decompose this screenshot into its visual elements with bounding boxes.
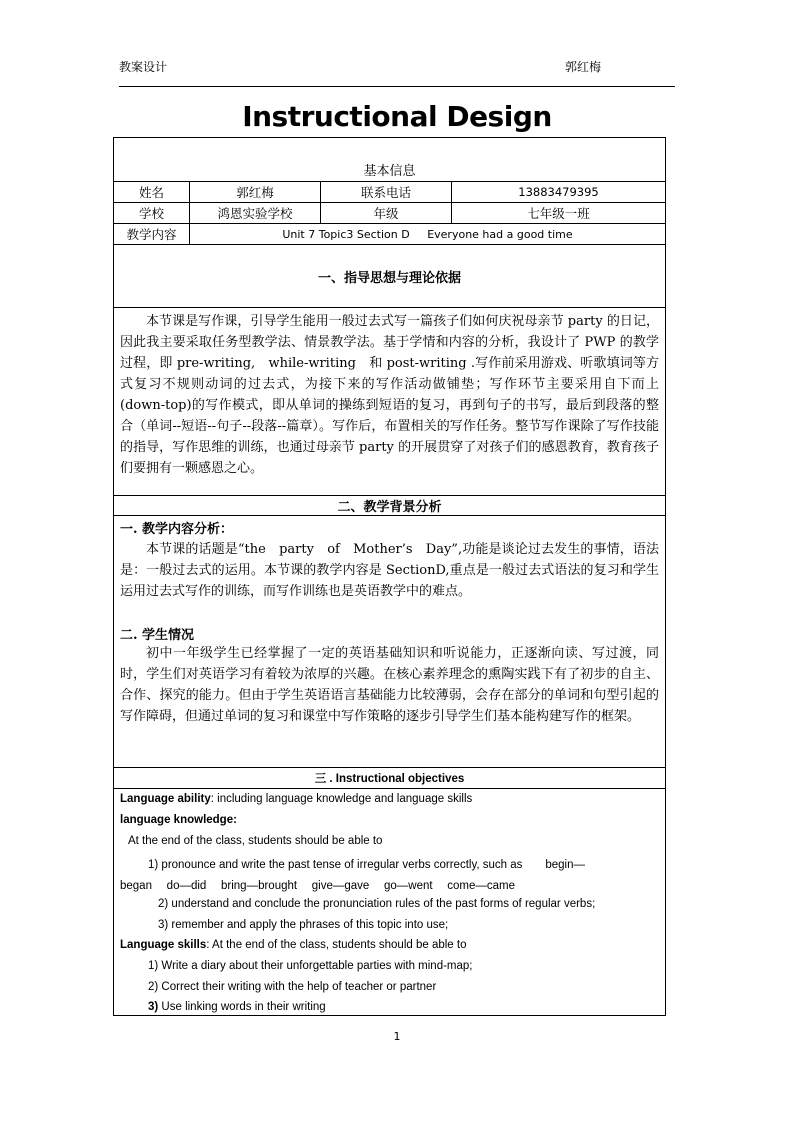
basic-info-heading: 基本信息 — [363, 164, 416, 179]
name-label: 姓名 — [114, 182, 190, 202]
skill-item-1: 1) Write a diary about their unforgettable parties with mind-map; — [148, 960, 473, 972]
header-left-label: 教案设计 — [119, 60, 168, 74]
objectives-intro: At the end of the class, students should be able to — [128, 835, 383, 847]
knowledge-item-1-examples: began do—did bring—brought give—gave go—went come—came — [120, 880, 516, 892]
phone-value: 13883479395 — [518, 185, 599, 199]
lesson-plan-table — [113, 137, 666, 1016]
page-title: Instructional Design — [242, 100, 552, 133]
language-ability-text: : including language knowledge and language skills — [210, 793, 473, 805]
language-skills-label: Language skills — [120, 939, 207, 951]
skill-item-3-text: Use linking words in their writing — [158, 1001, 326, 1013]
page-number: 1 — [393, 1030, 401, 1043]
student-situation-text: 初中一年级学生已经掌握了一定的英语基础知识和听说能力，正逐渐向读、写过渡，同时，学生们对英语学习有着较为浓厚的兴趣。在核心素养理念的熏陶实践下有了初步的自主、合作、探究的能力。但由于学生英语语言基础能力比较薄弱，会存在部分的单词和句型引起的写作障碍，但通过单词的复习和课堂中写作策略的逐步引导学生们基本能构建写作的框架。 — [120, 646, 659, 724]
section3-body — [114, 789, 665, 1015]
teaching-content-text: 本节课的话题是“the party of Mother’s Day”,功能是谈论过去发生的事情，语法是：一般过去式的运用。本节课的教学内容是 SectionD,重点是一般过去式语法的复习和学生运用过去式写作的训练，而写作训练也是英语教学中的难点。 — [120, 542, 659, 599]
header-author: 郭红梅 — [565, 60, 602, 74]
language-skills-text: : At the end of the class, students should be able to — [206, 939, 467, 951]
section1-body — [114, 308, 665, 496]
name-value: 郭红梅 — [190, 182, 321, 202]
grade-label: 年级 — [321, 203, 452, 223]
section1-heading: 一、指导思想与理论依据 — [114, 245, 665, 308]
grade-value: 七年级一班 — [527, 206, 590, 221]
knowledge-item-3: 3) remember and apply the phrases of this topic into use; — [158, 919, 449, 931]
teaching-content-title: 一. 教学内容分析： — [120, 522, 234, 537]
knowledge-item-1: 1) pronounce and write the past tense of irregular verbs correctly, such as begin— — [148, 859, 585, 871]
school-value: 鸿恩实验学校 — [190, 203, 321, 223]
skill-item-2: 2) Correct their writing with the help of teacher or partner — [148, 981, 437, 993]
phone-label: 联系电话 — [321, 182, 452, 202]
section3-heading: 三 . Instructional objectives — [114, 768, 665, 789]
language-skills-line — [120, 939, 661, 951]
skill-item-3 — [120, 1001, 661, 1013]
knowledge-item-2: 2) understand and conclude the pronunciation rules of the past forms of regular verbs; — [158, 898, 596, 910]
content-label: 教学内容 — [114, 224, 190, 244]
basic-info-heading-row — [114, 138, 665, 182]
language-ability-line — [120, 793, 661, 805]
skill-item-3-number: 3) — [148, 1001, 159, 1013]
section2-heading: 二、教学背景分析 — [114, 496, 665, 516]
section2-body — [114, 516, 665, 768]
content-row — [114, 224, 665, 245]
language-ability-label: Language ability — [120, 793, 211, 805]
section1-paragraph: 本节课是写作课，引导学生能用一般过去式写一篇孩子们如何庆祝母亲节 party 的日记，因此我主要采取任务型教学法、情景教学法。基于学情和内容的分析，我设计了 PWP 的教学过程，即 pre-writing, while-writing 和 post-writing .写作前采用游戏、听歌填词等方式复习不规则动词的过去式，为接下来的写作活动做铺垫；写作环节主要采用自下而上(down-top)的写作模式，即从单词的操练到短语的复习，再到句子的书写，最后到段落的整合（单词--短语--句子--段落--篇章）。写作后，布置相关的写作任务。整节写作课除了写作技能的指导，写作思维的训练，也通过母亲节 party 的开展贯穿了对孩子们的感恩教育，教育孩子们要拥有一颗感恩之心。 — [120, 314, 659, 476]
school-grade-row — [114, 203, 665, 224]
content-value: Unit 7 Topic3 Section D Everyone had a good time — [282, 227, 573, 241]
school-label: 学校 — [114, 203, 190, 223]
student-situation-title: 二. 学生情况 — [120, 628, 195, 643]
name-phone-row — [114, 182, 665, 203]
header-rule — [119, 86, 675, 87]
language-knowledge-label: language knowledge: — [120, 814, 237, 826]
